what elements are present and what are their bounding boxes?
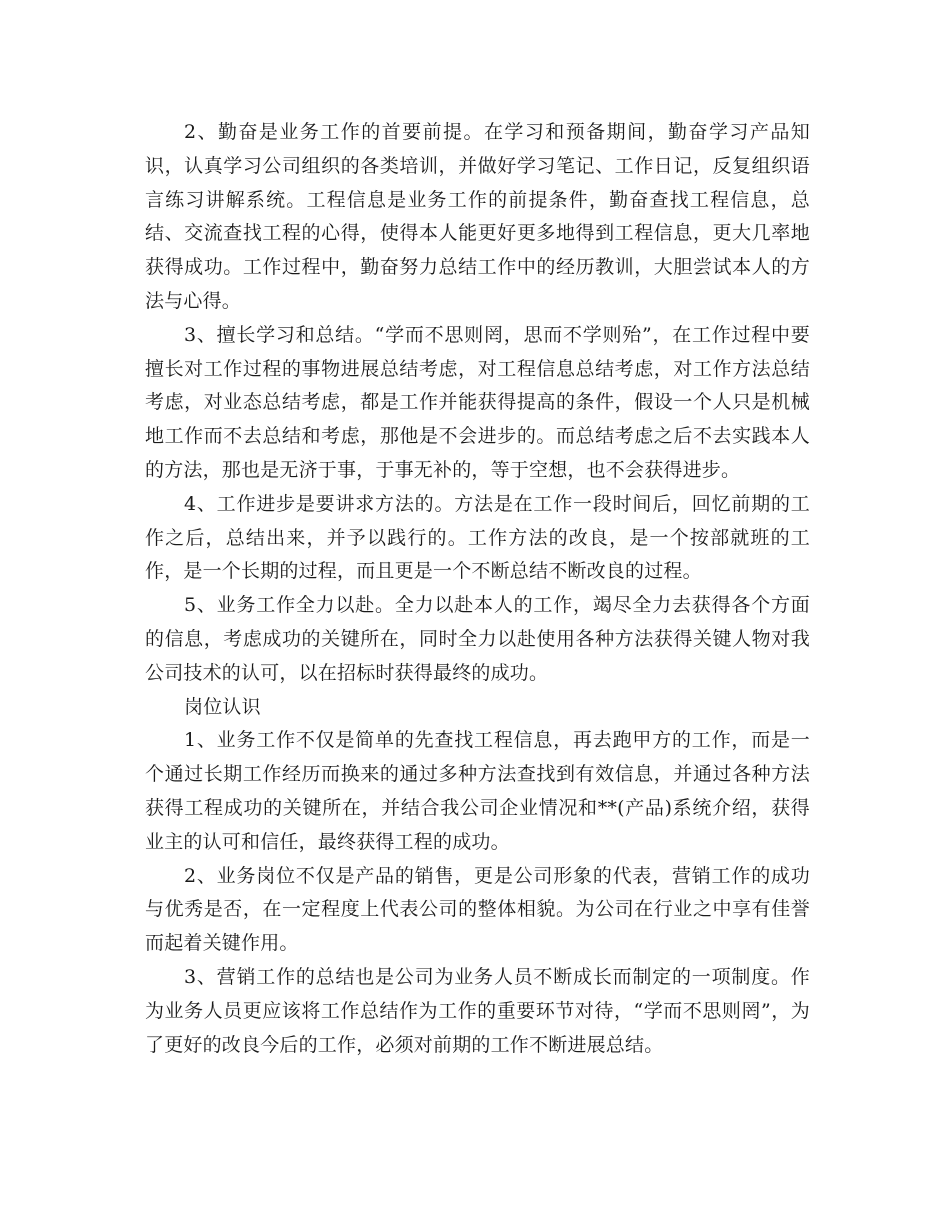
paragraph-diligence: 2、勤奋是业务工作的首要前提。在学习和预备期间，勤奋学习产品知识，认真学习公司组织的各类培训，并做好学习笔记、工作日记，反复组织语言练习讲解系统。工程信息是业务工作的前提条件，勤奋查找工程信息，总结、交流查找工程的心得，使得本人能更好更多地得到工程信息，更大几率地获得成功。工作过程中，勤奋努力总结工作中的经历教训，大胆尝试本人的方法与心得。 (145, 121, 810, 312)
paragraph-learning-summary: 3、擅长学习和总结。“学而不思则罔，思而不学则殆”，在工作过程中要擅长对工作过程的事物进展总结考虑，对工程信息总结考虑，对工作方法总结考虑，对业态总结考虑，都是工作并能获得提高的条件，假设一个人只是机械地工作而不去总结和考虑，那他是不会进步的。而总结考虑之后不去实践本人的方法，那也是无济于事，于事无补的，等于空想，也不会获得进步。 (145, 323, 810, 481)
section-heading-position: 岗位认识 (184, 695, 261, 718)
paragraph-position-3: 3、营销工作的总结也是公司为业务人员不断成长而制定的一项制度。作为业务人员更应该将工作总结作为工作的重要环节对待，“学而不思则罔”，为了更好的改良今后的工作，必须对前期的工作不断进展总结。 (145, 965, 810, 1056)
paragraph-work-method: 4、工作进步是要讲求方法的。方法是在工作一段时间后，回忆前期的工作之后，总结出来，并予以践行的。工作方法的改良，是一个按部就班的工作，是一个长期的过程，而且更是一个不断总结不断改良的过程。 (145, 492, 810, 583)
document-body (145, 116, 810, 1062)
paragraph-position-2: 2、业务岗位不仅是产品的销售，更是公司形象的代表，营销工作的成功与优秀是否，在一定程度上代表公司的整体相貌。为公司在行业之中享有佳誉而起着关键作用。 (145, 864, 810, 955)
paragraph-position-1: 1、业务工作不仅是简单的先查找工程信息，再去跑甲方的工作，而是一个通过长期工作经历而换来的通过多种方法查找到有效信息，并通过各种方法获得工程成功的关键所在，并结合我公司企业情况和**(产品)系统介绍，获得业主的认可和信任，最终获得工程的成功。 (145, 729, 810, 853)
paragraph-full-effort: 5、业务工作全力以赴。全力以赴本人的工作，竭尽全力去获得各个方面的信息，考虑成功的关键所在，同时全力以赴使用各种方法获得关键人物对我公司技术的认可，以在招标时获得最终的成功。 (145, 594, 810, 684)
